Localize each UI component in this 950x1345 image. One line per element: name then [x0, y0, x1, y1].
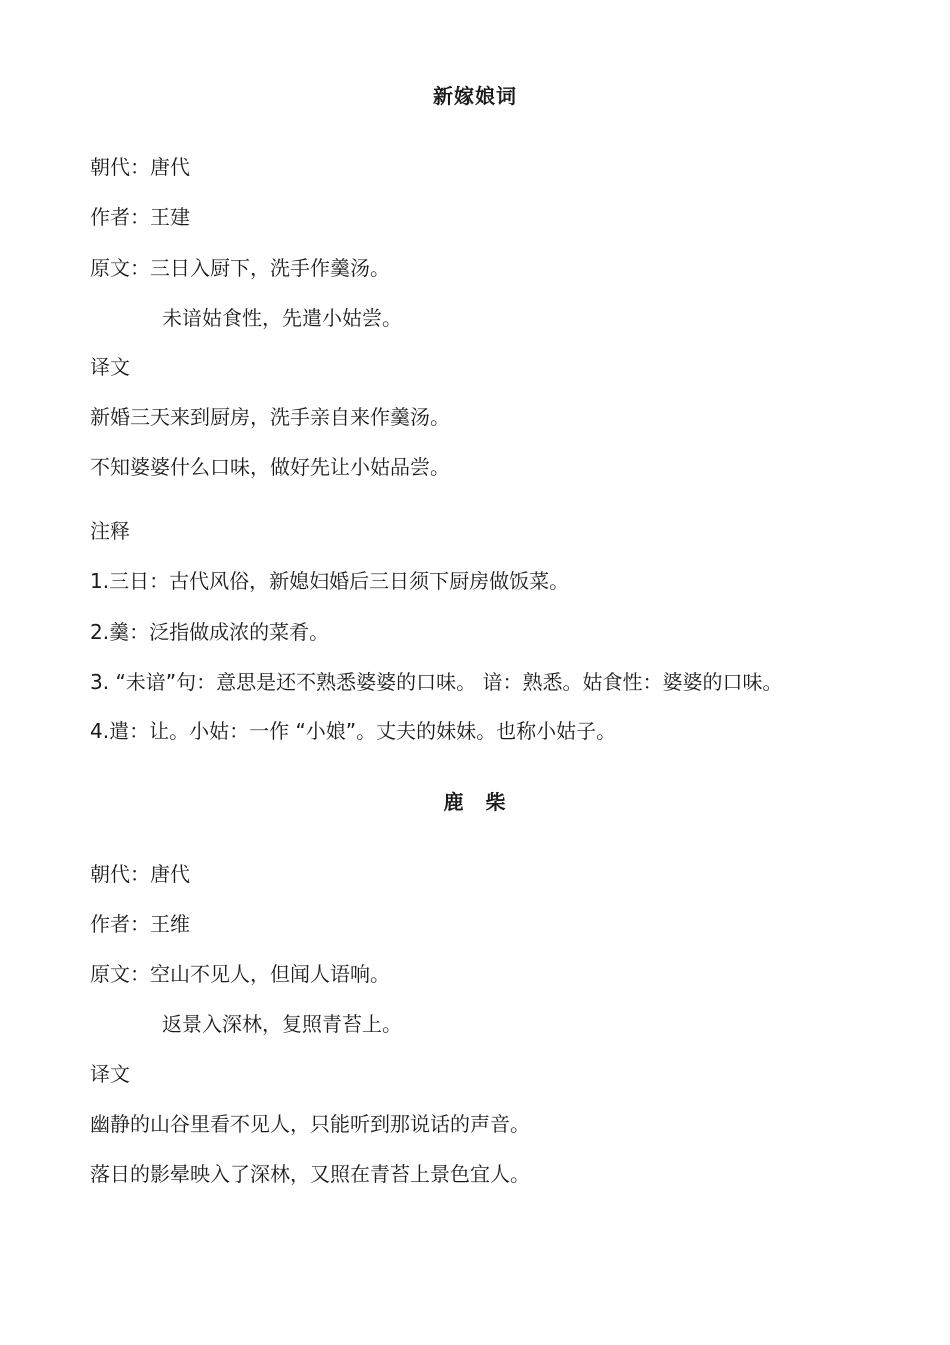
note-item: 1.三日：古代风俗，新媳妇婚后三日须下厨房做饭菜。	[90, 569, 570, 593]
note-item: 4.遣：让。小姑：一作 “小娘”。丈夫的妹妹。也称小姑子。	[90, 719, 617, 743]
translation-line: 落日的影晕映入了深林，又照在青苔上景色宜人。	[90, 1162, 530, 1186]
dynasty-line: 朝代：唐代	[90, 862, 190, 886]
notes-heading: 注释	[90, 519, 130, 543]
author-line: 作者：王维	[90, 912, 190, 936]
original-line: 原文：三日入厨下，洗手作羹汤。	[90, 256, 390, 280]
note-item: 3. “未谙”句：意思是还不熟悉婆婆的口味。 谙：熟悉。姑食性：婆婆的口味。	[90, 670, 783, 694]
author-line: 作者：王建	[90, 205, 190, 229]
translation-line: 幽静的山谷里看不见人，只能听到那说话的声音。	[90, 1112, 530, 1136]
original-line: 原文：空山不见人，但闻人语响。	[90, 962, 390, 986]
original-line: 返景入深林，复照青苔上。	[162, 1012, 402, 1036]
translation-line: 不知婆婆什么口味，做好先让小姑品尝。	[90, 455, 450, 479]
dynasty-line: 朝代：唐代	[90, 155, 190, 179]
original-line: 未谙姑食性，先遣小姑尝。	[162, 306, 402, 330]
translation-heading: 译文	[90, 1062, 130, 1086]
translation-line: 新婚三天来到厨房，洗手亲自来作羹汤。	[90, 405, 450, 429]
note-item: 2.羹：泛指做成浓的菜肴。	[90, 620, 330, 644]
poem-title: 鹿 柴	[443, 790, 507, 814]
translation-heading: 译文	[90, 355, 130, 379]
poem-title: 新嫁娘词	[433, 84, 517, 108]
